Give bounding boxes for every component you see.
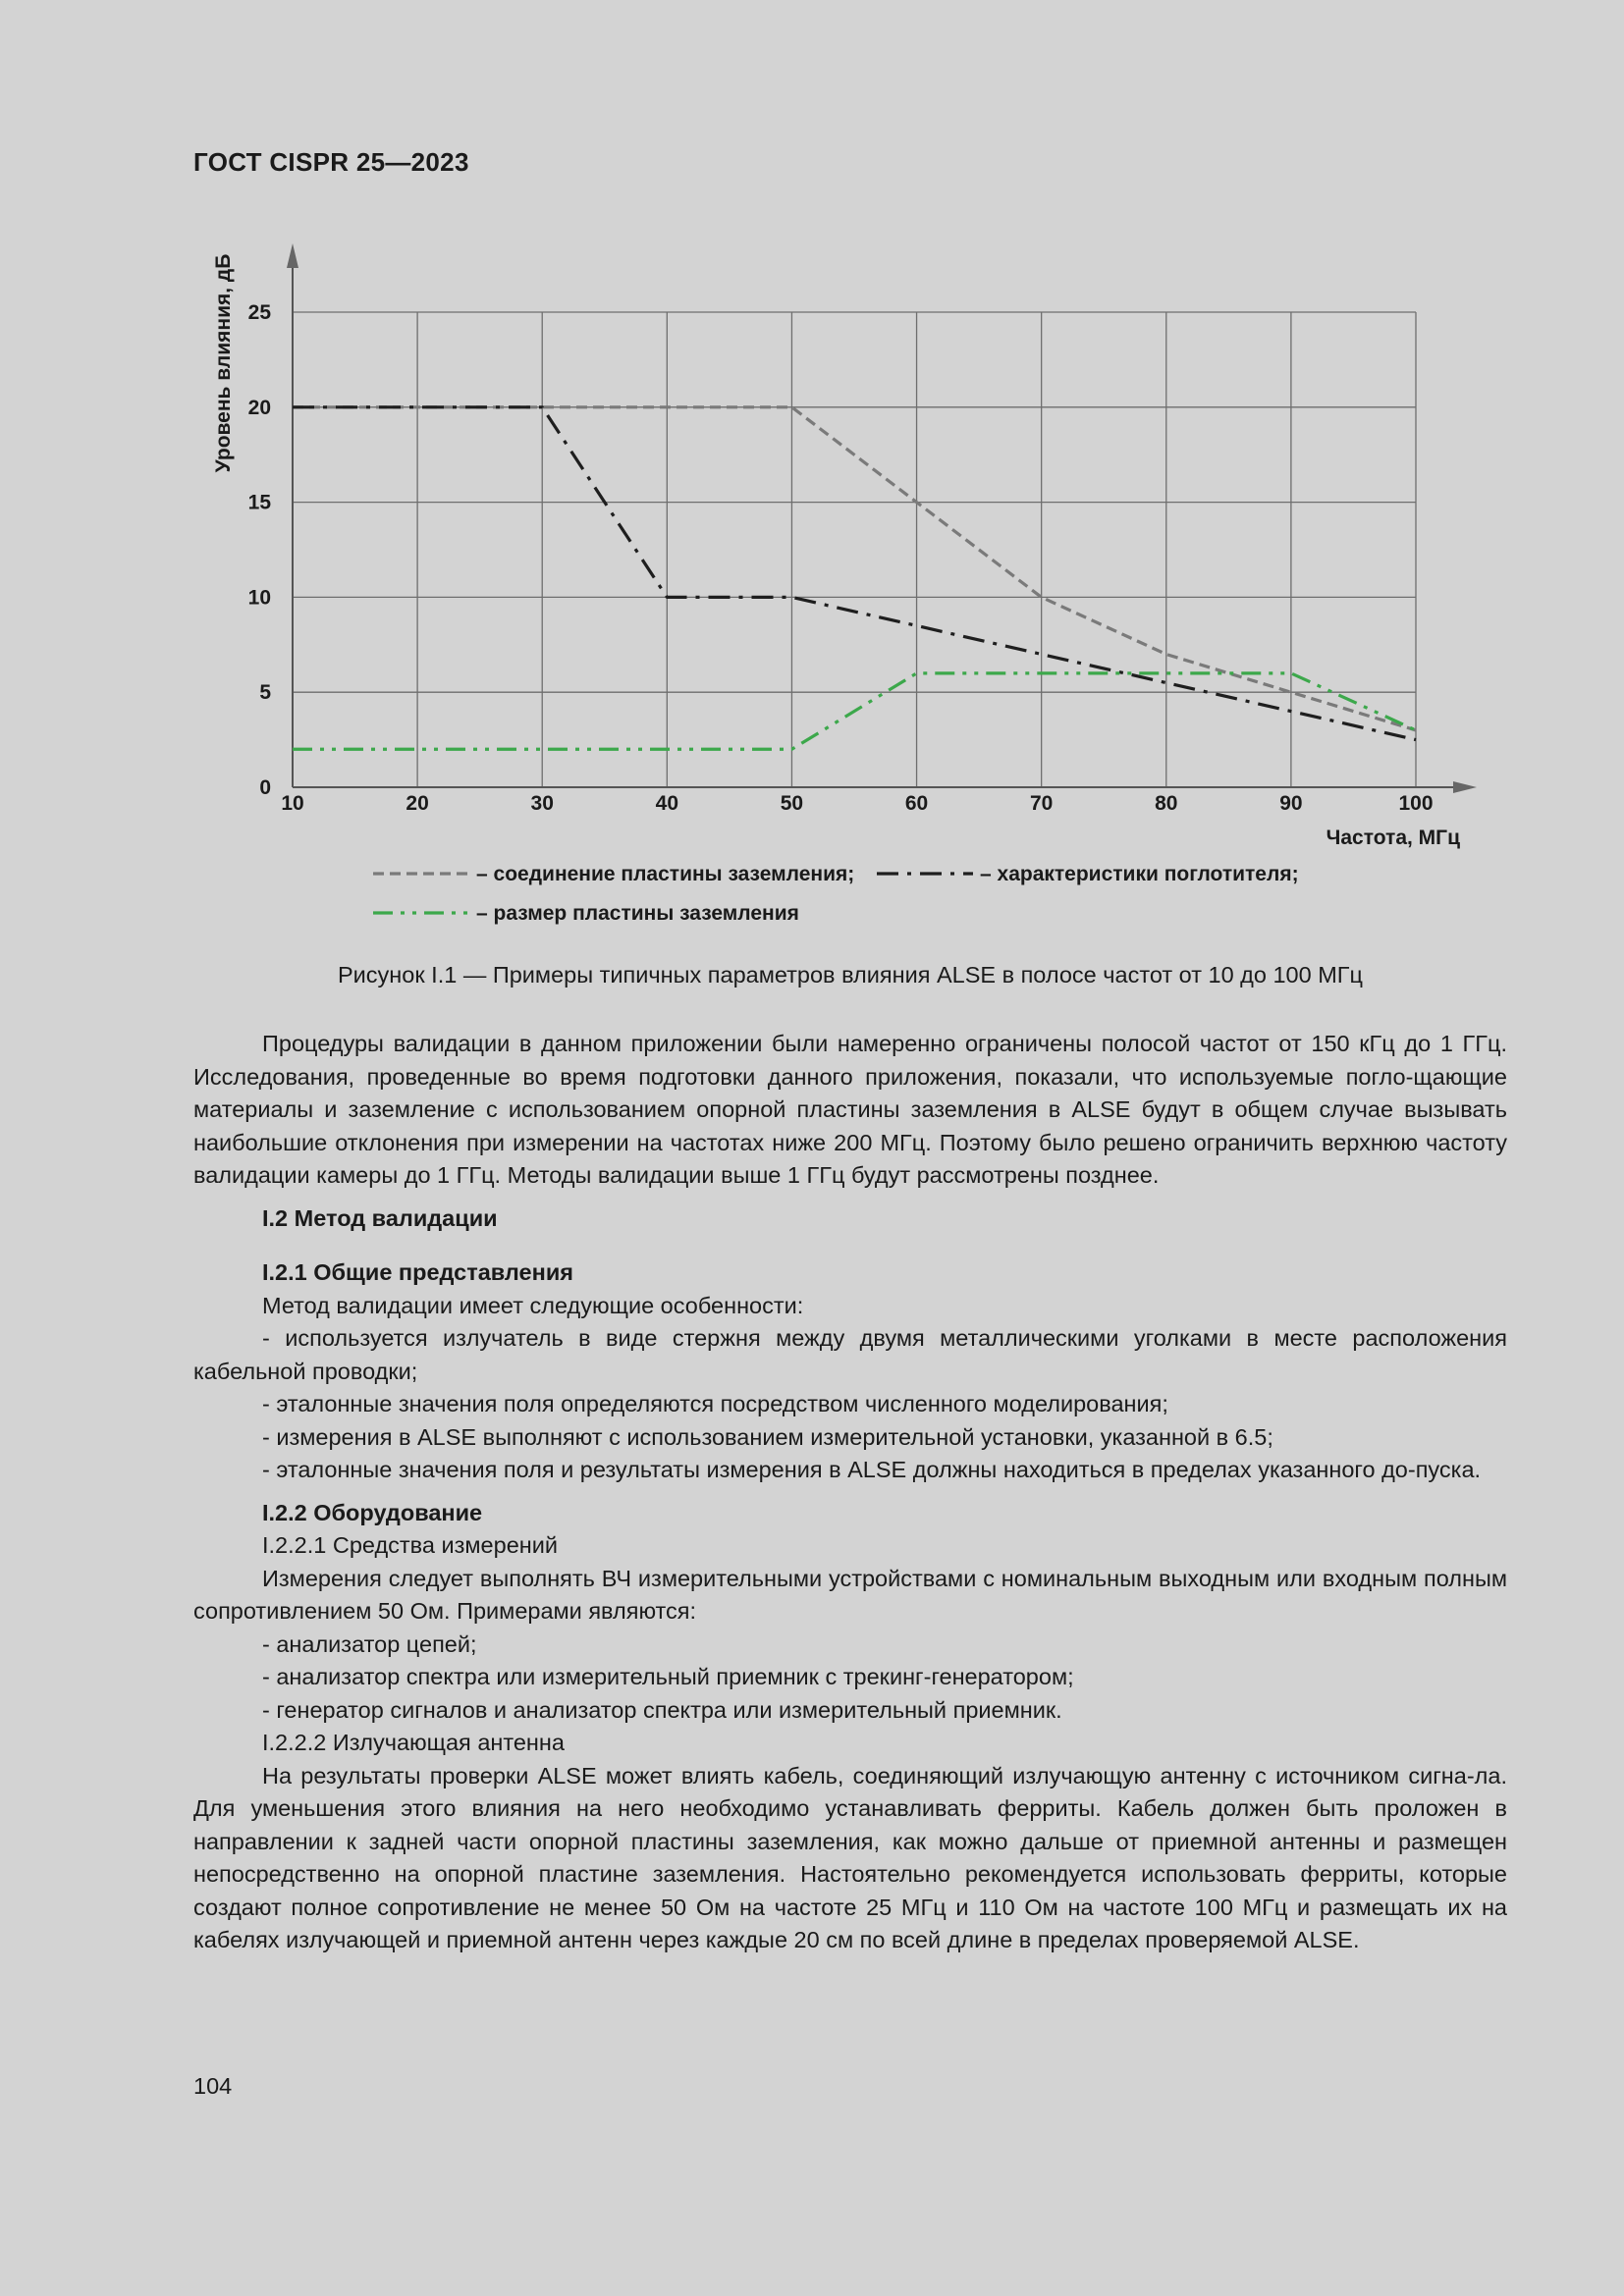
series-line xyxy=(293,407,1416,730)
heading-i21: I.2.1 Общие представления xyxy=(262,1259,573,1285)
list-item: - анализатор спектра или измерительный приемник с трекинг-генератором; xyxy=(262,1664,1074,1689)
list-item: - анализатор цепей; xyxy=(262,1630,477,1657)
x-tick-label: 90 xyxy=(1279,792,1303,815)
y-axis-arrow xyxy=(287,243,298,268)
legend-label: – размер пластины заземления xyxy=(476,902,799,925)
chart-ticks xyxy=(248,301,1434,815)
heading-i221: I.2.2.1 Средства измерений xyxy=(262,1532,558,1558)
paragraph-measurement: Измерения следует выполнять ВЧ измерительными устройствами с номинальным выходным или входным полным сопротивлением 50 Ом. Примерами являются: xyxy=(193,1565,1507,1624)
y-tick-label: 5 xyxy=(259,681,271,705)
chart-legend xyxy=(373,863,1299,925)
y-tick-label: 25 xyxy=(247,301,271,324)
page-number: 104 xyxy=(193,2073,233,2099)
list-item: - используется излучатель в виде стержня между двумя металлическими уголками в месте расположения кабельной проводки; xyxy=(193,1325,1507,1384)
legend-label: – соединение пластины заземления; xyxy=(476,863,855,885)
list-item: - эталонные значения поля определяются посредством численного моделирования; xyxy=(262,1391,1168,1416)
x-tick-label: 60 xyxy=(904,792,929,815)
x-tick-label: 50 xyxy=(780,792,804,815)
series-line xyxy=(293,407,1416,740)
heading-i22: I.2.2 Оборудование xyxy=(262,1499,483,1525)
paragraph-validation-scope: Процедуры валидации в данном приложении были намеренно ограничены полосой частот от 150 кГц до 1 ГГц. Исследования, проведенные во время подготовки данного приложения, показали, что используемые погло-щающие материалы и заземление с использованием опорной пластины заземления в ALSE будут в общем случае вызывать наибольшие отклонения при измерении на частотах ниже 200 МГц. Поэтому было решено ограничить верхнюю частоту валидации камеры до 1 ГГц. Методы валидации выше 1 ГГц будут рассмотрены позднее. xyxy=(193,1031,1507,1188)
heading-i222: I.2.2.2 Излучающая антенна xyxy=(262,1730,565,1755)
x-tick-label: 20 xyxy=(406,792,429,815)
body-text xyxy=(193,1028,1507,1957)
y-axis-label: Уровень влияния, дБ xyxy=(212,253,235,473)
list-item: - генератор сигналов и анализатор спектра или измерительный приемник. xyxy=(262,1696,1062,1723)
series-line xyxy=(293,673,1416,749)
y-tick-label: 10 xyxy=(247,586,271,610)
legend-label: – характеристики поглотителя; xyxy=(980,863,1299,885)
figure-caption: Рисунок I.1 — Примеры типичных параметров влияния ALSE в полосе частот от 10 до 100 МГц xyxy=(338,962,1363,988)
x-tick-label: 30 xyxy=(530,792,554,815)
y-tick-label: 0 xyxy=(259,776,271,799)
document-header: ГОСТ CISPR 25—2023 xyxy=(193,147,469,177)
paragraph-antenna: На результаты проверки ALSE может влиять кабель, соединяющий излучающую антенну с источником сигна-ла. Для уменьшения этого влияния на него необходимо устанавливать ферриты. Кабель должен быть проложен в направлении к задней части опорной пластины заземления, как можно дальше от приемной антенны и размещен непосредственно на опорной пластине заземления. Настоятельно рекомендуется использовать ферриты, которые создают полное сопротивление не менее 50 Ом на частоте 25 МГц и 110 Ом на частоте 100 МГц и размещать их на кабелях излучающей и приемной антенн через каждые 20 см по всей длине в пределах проверяемой ALSE. xyxy=(193,1762,1507,1952)
y-tick-label: 15 xyxy=(247,491,271,514)
x-tick-label: 100 xyxy=(1398,792,1434,815)
x-tick-label: 80 xyxy=(1155,792,1178,815)
paragraph-method-features: Метод валидации имеет следующие особенности: xyxy=(262,1292,804,1318)
x-axis-label: Частота, МГц xyxy=(1326,827,1460,849)
chart-series xyxy=(293,407,1416,749)
x-tick-label: 70 xyxy=(1029,792,1054,815)
figure-chart xyxy=(0,0,1624,962)
chart-grid xyxy=(293,312,1416,787)
y-tick-label: 20 xyxy=(247,396,271,419)
chart-axes xyxy=(287,243,1477,793)
x-axis-arrow xyxy=(1453,781,1477,793)
x-tick-label: 40 xyxy=(655,792,679,815)
x-tick-label: 10 xyxy=(281,792,304,815)
list-item: - измерения в ALSE выполняют с использованием измерительной установки, указанной в 6.5; xyxy=(262,1423,1273,1450)
list-item: - эталонные значения поля и результаты измерения в ALSE должны находиться в пределах указанного до-пуска. xyxy=(262,1457,1482,1482)
heading-i2: I.2 Метод валидации xyxy=(262,1204,498,1231)
